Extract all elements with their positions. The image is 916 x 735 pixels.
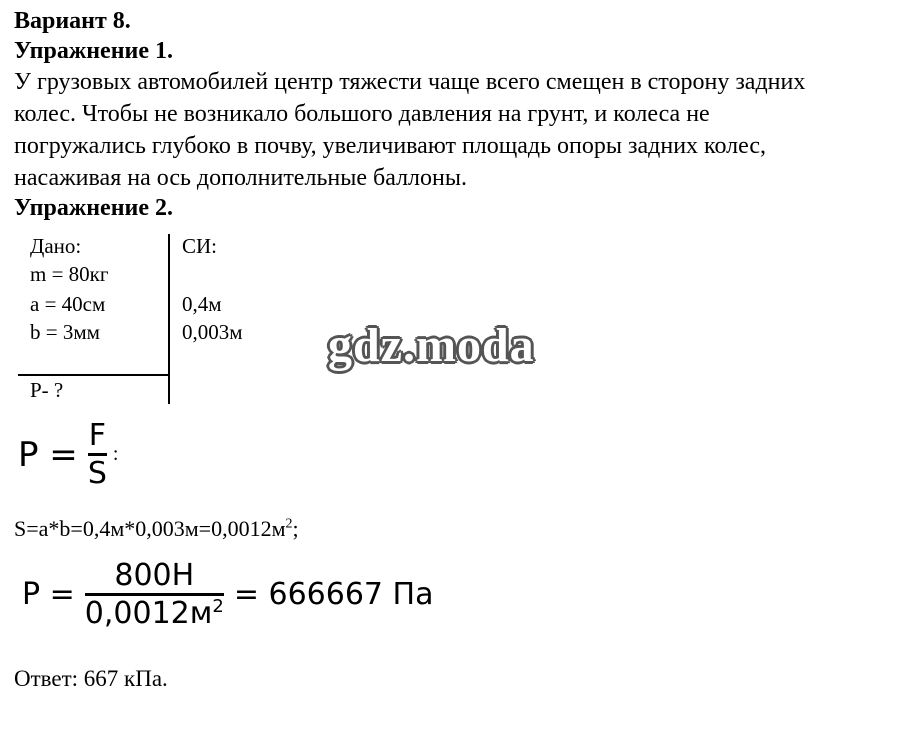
fraction2-numerator: 800Н — [114, 558, 195, 593]
fraction2-denominator — [85, 596, 224, 631]
fraction-force-over-area — [85, 558, 224, 631]
area-text: S=a*b=0,4м*0,003м=0,0012м — [14, 516, 286, 541]
answer: Ответ: 667 кПа. — [14, 666, 168, 691]
fraction2-exponent: 2 — [212, 596, 224, 617]
variant-title: Вариант 8. — [14, 8, 131, 34]
formula2-lhs: P = — [22, 577, 75, 612]
watermark: gdz.moda — [328, 319, 535, 372]
fraction-numerator: F — [88, 418, 106, 453]
pressure-formula — [18, 418, 118, 491]
si-label: СИ: — [182, 234, 218, 258]
fraction-denominator: S — [87, 456, 107, 491]
formula2-rhs: = 666667 Па — [233, 577, 434, 612]
given-label: Дано: — [30, 234, 82, 258]
exercise1-line: У грузовых автомобилей центр тяжести чаще всего смещен в сторону задних — [14, 69, 806, 95]
area-tail: ; — [292, 516, 299, 541]
si-a: 0,4м — [182, 292, 222, 316]
given-b: b = 3мм — [30, 320, 100, 344]
formula-tail: : — [112, 443, 119, 465]
exercise1-line: погружались глубоко в почву, увеличивают площадь опоры задних колес, — [14, 133, 767, 159]
exercise1-line: насаживая на ось дополнительные баллоны. — [14, 165, 467, 191]
area-exponent: 2 — [285, 516, 293, 532]
fraction-f-over-s — [88, 418, 107, 491]
given-a: a = 40см — [30, 292, 106, 316]
table-horizontal-divider — [18, 374, 168, 376]
exercise1-heading: Упражнение 1. — [14, 38, 174, 64]
formula-lhs: P = — [18, 434, 78, 475]
exercise1-line: колес. Чтобы не возникало большого давления на грунт, и колеса не — [14, 101, 710, 127]
si-b: 0,003м — [182, 320, 243, 344]
given-mass: m = 80кг — [30, 262, 109, 286]
pressure-result-formula — [22, 558, 434, 631]
area-calculation — [14, 516, 299, 542]
exercise2-heading: Упражнение 2. — [14, 195, 174, 221]
exercise1-text — [14, 66, 909, 194]
table-vertical-divider — [168, 234, 170, 404]
fraction2-denominator-value: 0,0012м — [84, 596, 213, 631]
find-value: P- ? — [30, 378, 64, 402]
